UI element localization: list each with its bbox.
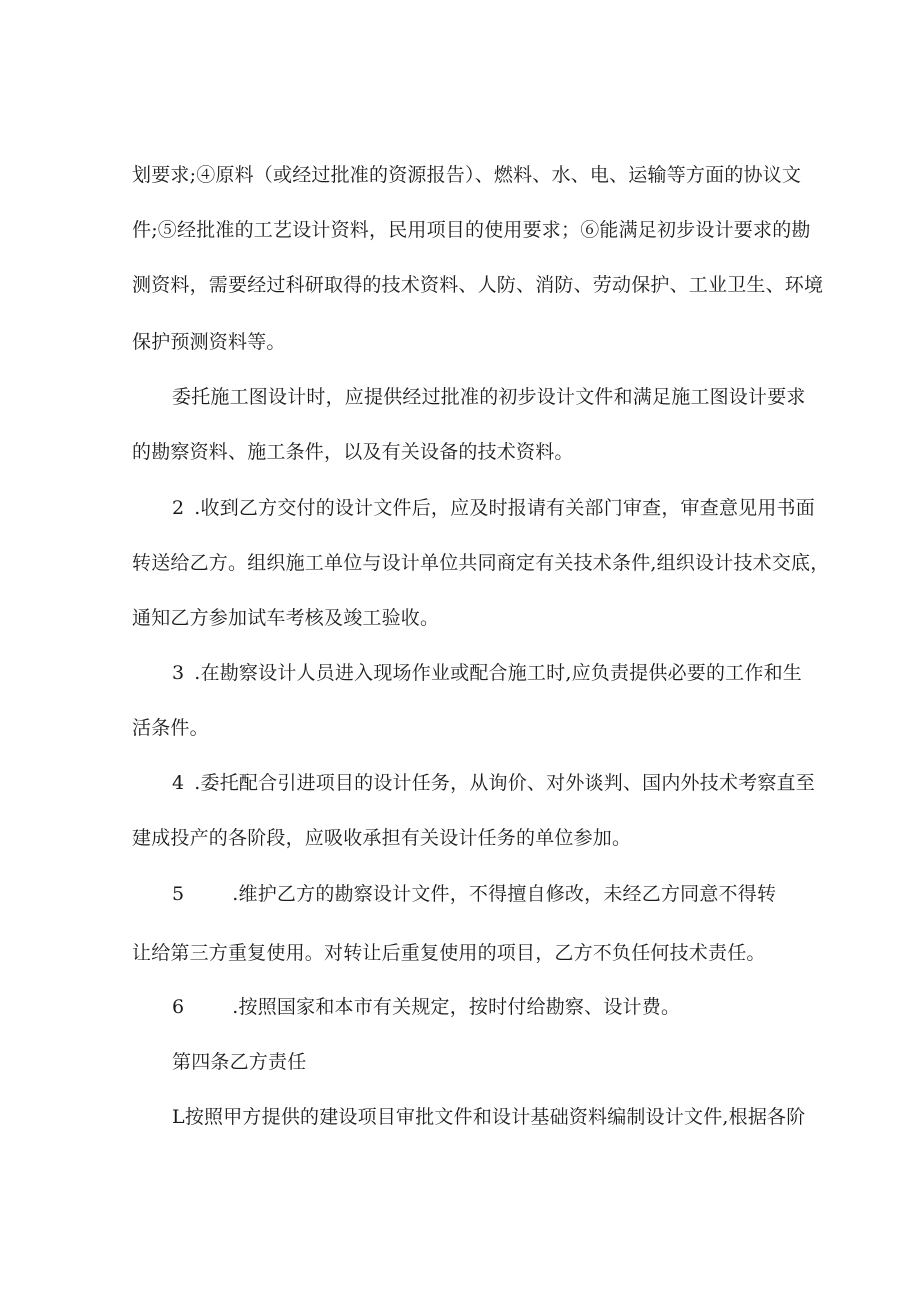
item-text: .委托配合引进项目的设计任务，从询价、对外谈判、国内外技术考察直至 [194,772,815,794]
paragraph-line: 测资料，需要经过科研取得的技术资料、人防、消防、劳动保护、工业卫生、环境 [132,274,824,296]
paragraph-line: L按照甲方提供的建设项目审批文件和设计基础资料编制设计文件,根据各阶 [172,1106,806,1128]
item-number: 5 [172,883,185,905]
paragraph-line: 委托施工图设计时，应提供经过批准的初步设计文件和满足施工图设计要求 [172,386,806,408]
paragraph-line: 活条件。 [132,717,209,739]
list-item-2 [172,496,815,520]
paragraph-line: 保护预测资料等。 [132,331,286,353]
item-number: 2 [172,497,185,519]
paragraph-line: 件;⑤经批准的工艺设计资料，民用项目的使用要求；⑥能满足初步设计要求的勘 [132,219,811,241]
paragraph-line: 建成投产的各阶段，应吸收承担有关设计任务的单位参加。 [132,827,632,849]
list-item-3 [172,661,802,685]
paragraph-line: 划要求;④原料（或经过批准的资源报告）、燃料、水、电、运输等方面的协议文 [132,164,802,186]
item-number: 3 [172,662,185,684]
list-item-4 [172,771,815,795]
item-text: .在勘察设计人员进入现场作业或配合施工时,应负责提供必要的工作和生 [194,662,802,684]
item-number: 4 [172,772,185,794]
paragraph-line: 让给第三方重复使用。对转让后重复使用的项目，乙方不负任何技术责任。 [132,942,766,964]
item-text: .按照国家和本市有关规定，按时付给勘察、设计费。 [232,996,681,1018]
paragraph-line: 的勘察资料、施工条件，以及有关设备的技术资料。 [132,441,574,463]
section-heading: 第四条乙方责任 [172,1051,307,1073]
item-number: 6 [172,996,185,1018]
item-text: .维护乙方的勘察设计文件，不得擅自修改，未经乙方同意不得转 [232,883,777,905]
paragraph-line: 转送给乙方。组织施工单位与设计单位共同商定有关技术条件,组织设计技术交底， [132,552,830,574]
paragraph-line: 通知乙方参加试车考核及竣工验收。 [132,607,440,629]
item-text: .收到乙方交付的设计文件后，应及时报请有关部门审查，审查意见用书面 [194,497,815,519]
list-item-6 [172,995,680,1019]
list-item-5 [172,882,776,906]
